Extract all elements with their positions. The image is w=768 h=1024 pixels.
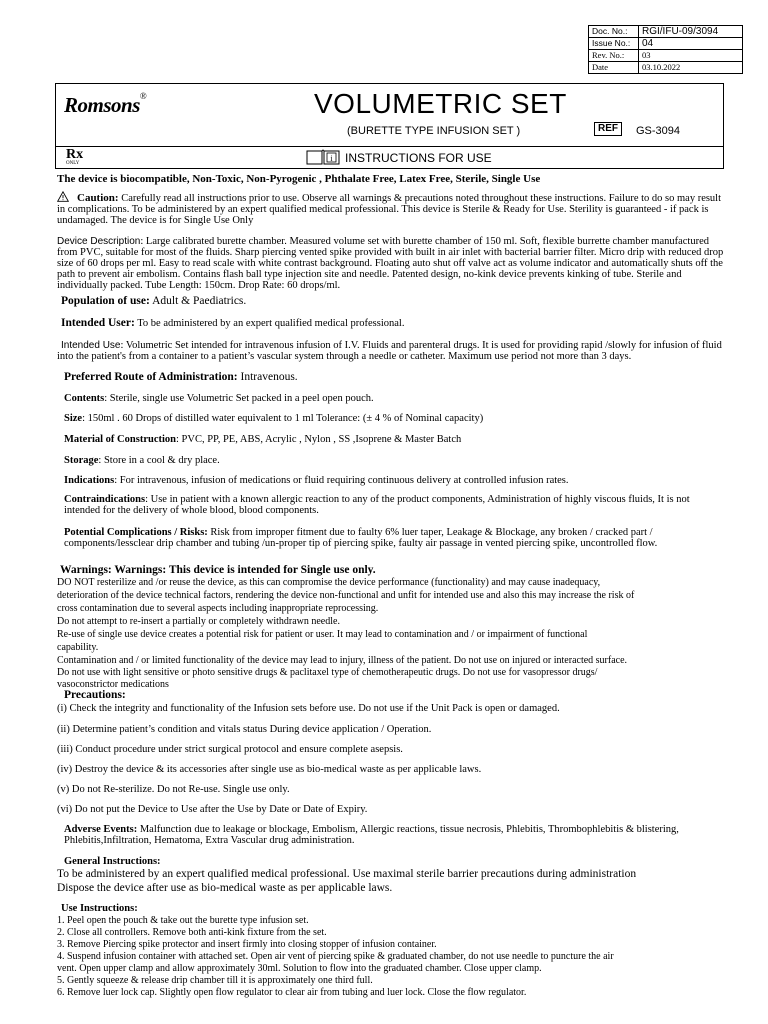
intended-use: Intended Use: Volumetric Set intended for intravenous infusion of I.V. Fluids and parenteral drugs. It is used for providing rapid /slowly for infusion of fluid into the patient's from a container to a patient’s vascular system through a needle or catheter. Maximum use period not more than 3 days. <box>57 340 722 362</box>
warning-line: Do not attempt to re-insert a partially or completely withdrawn needle. <box>57 616 340 627</box>
material-of-construction: Material of Construction: PVC, PP, PE, ABS, Acrylic , Nylon , SS ,Isoprene & Master Batch <box>64 434 462 445</box>
ref-symbol: REF <box>594 122 622 136</box>
page-title: VOLUMETRIC SET <box>314 88 567 119</box>
doc-no-value: RGI/IFU-09/3094 <box>639 26 743 38</box>
warnings-heading: Warnings: Warnings: This device is intended for Single use only. <box>60 564 376 576</box>
use-instruction-line: vent. Open upper clamp and allow approximately 30ml. Solution to flow into the graduated chamber. Close upper clamp. <box>57 963 542 974</box>
use-instruction-line: 1. Peel open the pouch & take out the burette type infusion set. <box>57 915 309 926</box>
potential-complications: Potential Complications / Risks: Risk from improper fitment due to faulty 6% luer taper, Leakage & Blockage, any broken / cracked part / components/lessclear drip chamber and tubing /un-proper tip of piercing spike, faulty air passage in vented piercing spike, uncontrolled flow. <box>64 527 658 549</box>
general-instruction-line: Dispose the device after use as bio-medical waste as per applicable laws. <box>57 882 393 894</box>
route-of-administration: Preferred Route of Administration: Intravenous. <box>64 371 298 383</box>
contents: Contents: Sterile, single use Volumetric Set packed in a peel open pouch. <box>64 393 374 404</box>
page-subtitle: (BURETTE TYPE INFUSION SET ) <box>347 125 521 137</box>
header-divider <box>56 146 723 147</box>
lead-statement: The device is biocompatible, Non-Toxic, Non-Pyrogenic , Phthalate Free, Latex Free, Sterile, Single Use <box>57 173 541 185</box>
use-instruction-line: 5. Gently squeeze & release drip chamber till it is approximately one third full. <box>57 975 373 986</box>
precaution-item: (vi) Do not put the Device to Use after the Use by Date or Date of Expiry. <box>57 804 368 815</box>
date-value: 03.10.2022 <box>639 62 743 74</box>
warning-line: Re-use of single use device creates a potential risk for patient or user. It may lead to contamination and / or impairment of functional <box>57 629 588 640</box>
warning-line: DO NOT resterilize and /or reuse the device, as this can compromise the device performance (functionality) and may cause inadequacy, <box>57 577 601 588</box>
precaution-item: (i) Check the integrity and functionality of the Infusion sets before use. Do not use if the Unit Pack is open or damaged. <box>57 703 560 714</box>
document-header <box>55 83 724 169</box>
consult-instructions-icon <box>306 148 340 166</box>
warning-triangle-icon <box>57 191 69 202</box>
use-instructions-heading: Use Instructions: <box>61 903 138 914</box>
intended-user: Intended User: To be administered by an expert qualified medical professional. <box>61 317 405 329</box>
use-instruction-line: 2. Close all controllers. Remove both anti-kink fixture from the set. <box>57 927 327 938</box>
population-of-use: Population of use: Adult & Paediatrics. <box>61 295 247 307</box>
rev-no-label: Rev. No.: <box>589 50 639 62</box>
use-instruction-line: 6. Remove luer lock cap. Slightly open flow regulator to clear air from tubing and luer lock. Close the flow regulator. <box>57 987 527 998</box>
caution-paragraph: Caution: Carefully read all instructions prior to use. Observe all warnings & precautions noted throughout these instructions. Failure to do so may result in complications. To be administered by an expert qualified medical professional. This device is Sterile & Ready for Use. Sterility is guaranteed - if pack is undamaged. The device is for Single Use Only <box>57 192 722 226</box>
warning-line: capability. <box>57 642 99 653</box>
doc-no-label: Doc. No.: <box>589 26 639 38</box>
svg-text:i: i <box>330 154 333 163</box>
use-instruction-line: 4. Suspend infusion container with attached set. Open air vent of piercing spike & graduated chamber, do not use needle to puncture the air <box>57 951 614 962</box>
ref-code: GS-3094 <box>636 125 681 137</box>
general-instructions-heading: General Instructions: <box>64 856 161 867</box>
warning-line: cross contamination due to several aspects including inappropriate reprocessing. <box>57 603 379 614</box>
storage: Storage: Store in a cool & dry place. <box>64 455 220 466</box>
precautions-heading: Precautions: <box>64 689 126 701</box>
precaution-item: (v) Do not Re-sterilize. Do not Re-use. Single use only. <box>57 784 290 795</box>
warning-line: Contamination and / or limited functionality of the device may lead to injury, illness of the patient. Do not use on injured or interacted surface. <box>57 655 628 666</box>
size: Size: 150ml . 60 Drops of distilled water equivalent to 1 ml Tolerance: (± 4 % of Nominal capacity) <box>64 413 484 424</box>
romsons-logo: Romsons® <box>64 91 147 117</box>
ifu-heading: INSTRUCTIONS FOR USE <box>345 151 492 165</box>
rx-only-icon: Rx ONLY <box>66 147 84 166</box>
precaution-item: (iii) Conduct procedure under strict surgical protocol and ensure complete asepsis. <box>57 744 403 755</box>
indications: Indications: For intravenous, infusion of medications or fluid requiring continuous delivery at controlled infusion rates. <box>64 475 569 486</box>
precaution-item: (ii) Determine patient’s condition and vitals status During device application / Operation. <box>57 724 432 735</box>
use-instruction-line: 3. Remove Piercing spike protector and insert firmly into closing stopper of infusion container. <box>57 939 437 950</box>
date-label: Date <box>589 62 639 74</box>
warning-line: Do not use with light sensitive or photo sensitive drugs & paclitaxel type of chemotherapeutic drugs. Do not use for vasopressor drugs/ <box>57 667 598 678</box>
general-instruction-line: To be administered by an expert qualified medical professional. Use maximal sterile barrier precautions during administration <box>57 868 637 880</box>
contraindications: Contraindications: Use in patient with a known allergic reaction to any of the product components, Administration of highly viscous fluids, It is not intended for the delivery of whole blood, blood components. <box>64 494 690 516</box>
warning-line: deterioration of the device technical factors, rendering the device non-functional and unfit for intended use and also this may increase the risk of <box>57 590 635 601</box>
adverse-events: Adverse Events: Malfunction due to leakage or blockage, Embolism, Allergic reactions, tissue necrosis, Phlebitis, Thrombophlebitis & blistering, Phlebitis,Infiltration, Hematoma, Extra Vascular drug administration. <box>64 824 679 846</box>
device-description: Device Description: Large calibrated burette chamber. Measured volume set with burette chamber of 150 ml. Soft, flexible burrette chamber manufactured from PVC, suitable for most of the fluids. Sharp piercing vented spike provided with built in air inlet with bacterial barrier filter. Micro drip with reduced drop size of 60 drops per ml. Easy to read scale with white contrast background. Floating auto shut off valve act as volume indicator and automatically shuts off the path to prevent air embolism. Contains flash ball type injection site and needle. Patented design, no-kink device prevents kinking of tube. Sterile and individually packed. Tube Length: 150cm. Drop Rate: 60 drops/ml. <box>57 236 724 291</box>
issue-no-label: Issue No.: <box>589 38 639 50</box>
issue-no-value: 04 <box>639 38 743 50</box>
warning-line: vasoconstrictor medications <box>57 679 169 690</box>
precaution-item: (iv) Destroy the device & its accessories after single use as bio-medical waste as per applicable laws. <box>57 764 482 775</box>
document-control-table <box>588 25 743 74</box>
rev-no-value: 03 <box>639 50 743 62</box>
